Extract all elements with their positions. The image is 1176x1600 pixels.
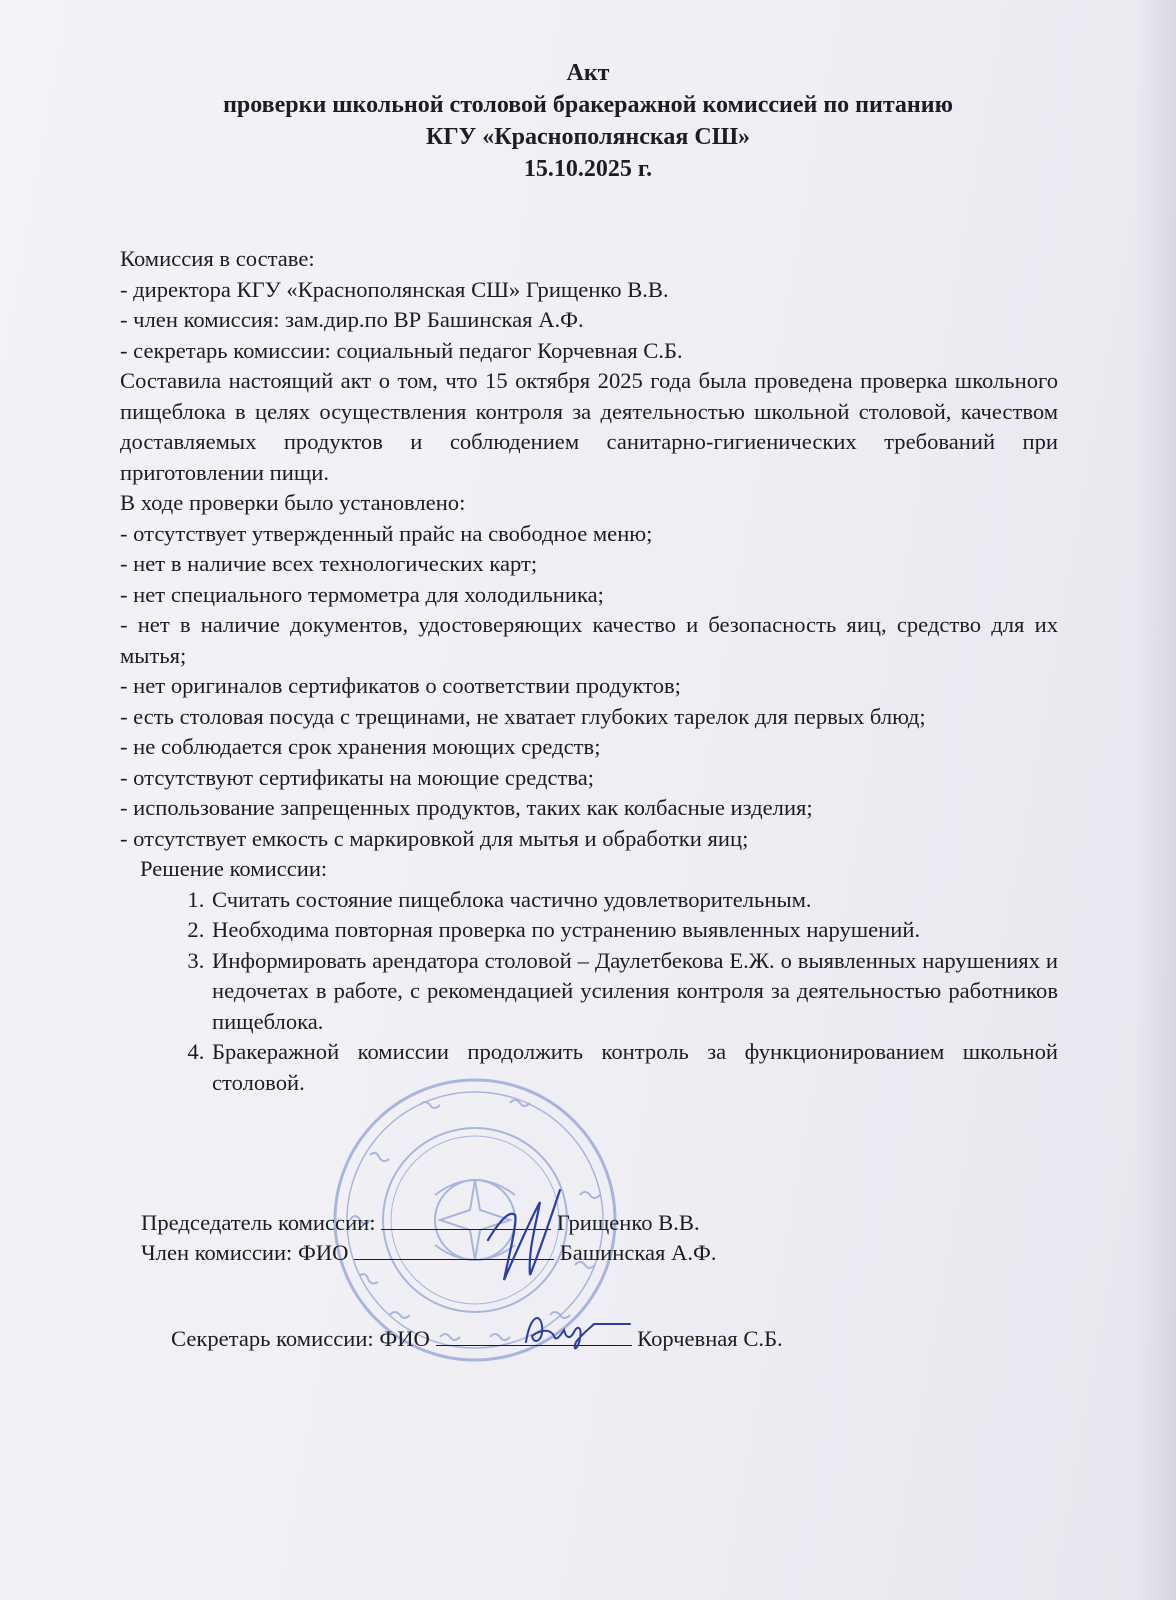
secretary-name: Корчевная С.Б. [637,1326,783,1351]
finding-item: - использование запрещенных продуктов, таких как колбасные изделия; [120,795,813,820]
finding-item: - нет в наличие документов, удостоверяющих качество и безопасность яиц, средство для их мытья; [120,612,1058,668]
chair-label: Председатель комиссии: [141,1210,376,1235]
doc-date: 15.10.2025 г. [523,156,653,182]
doc-title: Акт [566,60,610,86]
commission-intro: Комиссия в составе: [120,246,315,271]
commission-member-deputy: - член комиссия: зам.дир.по ВР Башинская А.Ф. [120,307,584,332]
decision-list [120,885,1058,1099]
signature-member [141,1238,717,1268]
findings-intro: В ходе проверки было установлено: [120,490,466,515]
page-edge-shadow [1136,0,1176,1600]
decision-item: 1. Считать состояние пищеблока частично удовлетворительным. [210,885,1058,916]
chair-name: Грищенко В.В. [556,1210,700,1235]
decision-item: 3. Информировать арендатора столовой – Даулетбекова Е.Ж. о выявленных нарушениях и недочетах в работе, с рекомендацией усиления контроля за деятельностью работников пищеблока. [210,946,1058,1038]
commission-member-director: - директора КГУ «Краснополянская СШ» Грищенко В.В. [120,276,669,302]
finding-item: - нет специального термометра для холодильника; [120,581,604,607]
finding-item: - отсутствуют сертификаты на моющие средства; [120,764,595,790]
document-header [0,57,1176,185]
finding-item: - нет оригиналов сертификатов о соответствии продуктов; [120,673,681,698]
chair-handwritten-signature [470,1180,580,1290]
finding-item: - нет в наличие всех технологических карт; [120,551,538,576]
secretary-handwritten-signature [520,1306,640,1356]
finding-item: - есть столовая посуда с трещинами, не хватает глубоких тарелок для первых блюд; [120,703,926,729]
signature-secretary [171,1324,783,1354]
finding-item: - отсутствует утвержденный прайс на свободное меню; [120,520,653,546]
member-label: Член комиссии: ФИО [141,1240,349,1265]
doc-subtitle: проверки школьной столовой бракеражной комиссией по питанию [223,92,953,118]
signature-chair [141,1208,700,1238]
school-name: КГУ «Краснополянская СШ» [425,124,751,150]
finding-item: - не соблюдается срок хранения моющих средств; [120,734,601,759]
finding-item: - отсутствует емкость с маркировкой для мытья и обработки яиц; [120,825,749,851]
member-name: Башинская А.Ф. [559,1240,717,1265]
document-body [120,244,1058,1098]
secretary-label: Секретарь комиссии: ФИО [171,1326,430,1351]
decision-item: 4. Бракеражной комиссии продолжить контроль за функционированием школьной столовой. [210,1037,1058,1098]
decision-title: Решение комиссии: [140,856,328,881]
decision-item: 2. Необходима повторная проверка по устранению выявленных нарушений. [210,915,1058,946]
commission-member-secretary: - секретарь комиссии: социальный педагог Корчевная С.Б. [120,337,683,363]
statement-paragraph: Составила настоящий акт о том, что 15 октября 2025 года была проведена проверка школьного пищеблока в целях осуществления контроля за деятельностью школьной столовой, качеством доставляемых продуктов и соблюдением санитарно-гигиенических требований при приготовлении пищи. [120,368,1058,485]
